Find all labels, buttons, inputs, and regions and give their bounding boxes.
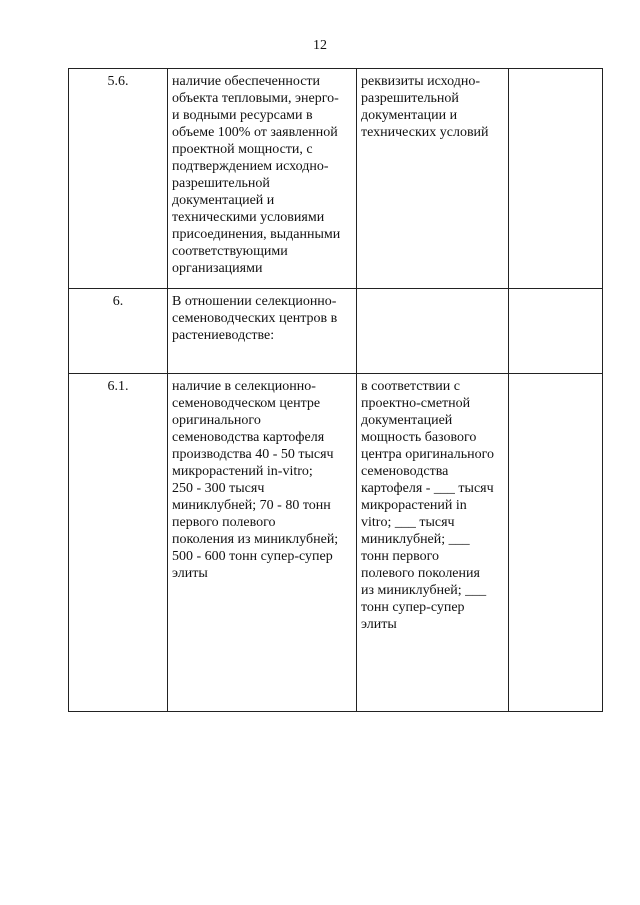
cell-line: микрорастений in — [361, 498, 467, 513]
cell-line: подтверждением исходно- — [172, 159, 329, 174]
note-cell — [509, 69, 603, 289]
cell-line: В отношении селекционно- — [172, 294, 337, 309]
requirement-cell — [168, 374, 357, 712]
cell-line: тонн супер-супер — [361, 600, 465, 615]
cell-line: технических условий — [361, 125, 489, 140]
requirement-cell — [168, 69, 357, 289]
cell-line: растениеводстве: — [172, 328, 275, 343]
cell-line: миниклубней; 70 - 80 тонн — [172, 498, 331, 513]
cell-line: микрорастений in-vitro; — [172, 464, 313, 479]
row-number: 5.6. — [69, 69, 168, 289]
cell-line: документацией — [361, 413, 453, 428]
cell-line: элиты — [172, 566, 208, 581]
cell-line: объекта тепловыми, энерго- — [172, 91, 339, 106]
cell-line: 250 - 300 тысяч — [172, 481, 265, 496]
row-number: 6. — [69, 289, 168, 374]
cell-line: 500 - 600 тонн супер-супер — [172, 549, 333, 564]
cell-line: разрешительной — [172, 176, 270, 191]
document-cell — [357, 374, 509, 712]
cell-line: тонн первого — [361, 549, 440, 564]
cell-line: объеме 100% от заявленной — [172, 125, 338, 140]
cell-line: техническими условиями — [172, 210, 325, 225]
note-cell — [509, 374, 603, 712]
cell-line: и водными ресурсами в — [172, 108, 313, 123]
cell-line: в соответствии с — [361, 379, 460, 394]
cell-line: оригинального — [172, 413, 261, 428]
cell-line: миниклубней; ___ — [361, 532, 470, 547]
cell-line: полевого поколения — [361, 566, 480, 581]
cell-line: семеноводства картофеля — [172, 430, 325, 445]
cell-line: картофеля - ___ тысяч — [361, 481, 494, 496]
cell-line: vitro; ___ тысяч — [361, 515, 455, 530]
cell-line: документации и — [361, 108, 458, 123]
requirements-table — [68, 68, 603, 712]
cell-line: организациями — [172, 261, 263, 276]
cell-line: реквизиты исходно- — [361, 74, 481, 89]
cell-line: проектной мощности, с — [172, 142, 313, 157]
cell-line: документацией и — [172, 193, 275, 208]
cell-line: проектно-сметной — [361, 396, 471, 411]
table-row — [69, 289, 603, 374]
cell-line: элиты — [361, 617, 397, 632]
page-number: 12 — [313, 38, 327, 53]
document-cell — [357, 69, 509, 289]
cell-line: мощность базового — [361, 430, 477, 445]
table-row — [69, 374, 603, 712]
row-number: 6.1. — [69, 374, 168, 712]
cell-line: из миниклубней; ___ — [361, 583, 487, 598]
note-cell — [509, 289, 603, 374]
cell-line: наличие в селекционно- — [172, 379, 316, 394]
cell-line: разрешительной — [361, 91, 459, 106]
document-cell — [357, 289, 509, 374]
cell-line: соответствующими — [172, 244, 288, 259]
cell-line: центра оригинального — [361, 447, 495, 462]
cell-line: поколения из миниклубней; — [172, 532, 339, 547]
cell-line: семеноводства — [361, 464, 449, 479]
requirement-cell — [168, 289, 357, 374]
cell-line: семеноводческом центре — [172, 396, 321, 411]
cell-line: наличие обеспеченности — [172, 74, 321, 89]
cell-line: первого полевого — [172, 515, 276, 530]
cell-line: присоединения, выданными — [172, 227, 341, 242]
cell-line: семеноводческих центров в — [172, 311, 338, 326]
table-row — [69, 69, 603, 289]
cell-line: производства 40 - 50 тысяч — [172, 447, 334, 462]
